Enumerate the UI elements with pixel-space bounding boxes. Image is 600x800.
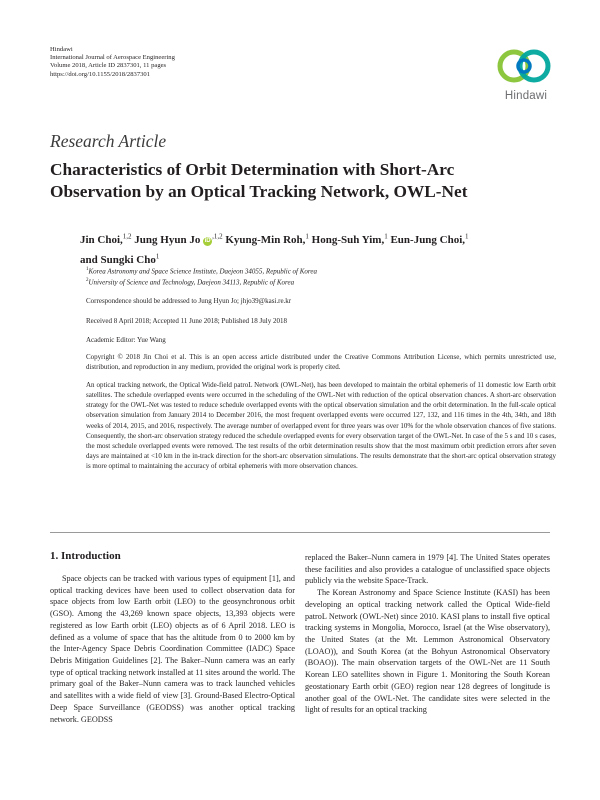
paragraph: replaced the Baker–Nunn camera in 1979 [4]. The United States operates these facilities and also provides a catalogue of unclassified space objects publicly via the website Space-Track.: [305, 553, 550, 586]
author[interactable]: Jin Choi,$^{1,2}$: [80, 232, 132, 246]
hindawi-logo-text: Hindawi: [504, 90, 548, 102]
title-line: Characteristics of Orbit Determination with Short-Arc: [50, 160, 455, 179]
author-list: [80, 228, 550, 269]
article-title: [50, 159, 560, 203]
publication-dates: Received 8 April 2018; Accepted 11 June 2018; Published 18 July 2018: [86, 317, 287, 325]
author[interactable]: Hong-Suh Yim,$^1$: [311, 232, 388, 246]
academic-editor: Academic Editor: Yue Wang: [86, 336, 166, 344]
section-heading: 1. Introduction: [50, 550, 121, 562]
correspondence: Correspondence should be addressed to Jung Hyun Jo; jhjo39@kasi.re.kr: [86, 297, 292, 305]
paragraph: Space objects can be tracked with various types of equipment [1], and optical tracking devices have been used to collect observation data for space objects from low Earth orbit (LEO) to the geosynchronous orbit (GSO). Among the 43,269 known space objects, 13,393 objects were registered as low Earth orbit (LEO) objects as of 6 April 2018. LEO is defined as a volume of space that has the altitude from 0 to 2000 km by the Inter-Agency Space Debris Coordination Committee (IADC) Space Debris Mitigation Guidelines [2]. The Baker–Nunn camera was an early type of optical tracking network installed at 11 sites around the world. The primary goal of the Baker–Nunn camera was to track launched vehicles and satellites with a wide field of view [3]. Ground-Based Electro-Optical Deep Space Surveillance (GEODSS) was another optical tracking network. GEODSS: [50, 574, 295, 724]
journal-doi[interactable]: https://doi.org/10.1155/2018/2837301: [50, 70, 151, 78]
journal-name: International Journal of Aerospace Engineering: [50, 54, 175, 62]
hindawi-logo-icon: [494, 42, 554, 90]
author[interactable]: Eun-Jung Choi,$^1$: [390, 232, 469, 246]
body-column-right: [305, 552, 550, 716]
affiliation: $^2$University of Science and Technology, Daejeon 34113, Republic of Korea: [86, 278, 295, 287]
affiliation: $^1$Korea Astronomy and Space Science Institute, Daejeon 34055, Republic of Korea: [86, 267, 317, 276]
author[interactable]: and Sungki Cho$^1$: [80, 252, 160, 267]
paragraph: The Korean Astronomy and Space Science Institute (KASI) has been developing an optical tracking network called the Optical Wide-field patroL Network (OWL-Net) since 2010. KASI plans to install five optical tracking systems in Mongolia, Morocco, Israel (at the Wise observatory), the United States (at the Mt. Lemmon Astronomical Observatory (LOAO)), and South Korea (at the Bohyun Astronomical Observatory (BOAO)). The main observation targets of the OWL-Net are 11 South Korean LEO satellites shown in Figure 1. Monitoring the South Korean geostationary Earth orbit (GEO) region near 128 degrees of longitude is another goal of the OWL-Net. The candidate sites were selected in the light of results for an optical tracking: [305, 588, 550, 715]
section-divider: [50, 532, 550, 533]
hindawi-logo: [494, 42, 554, 106]
copyright-notice: Copyright © 2018 Jin Choi et al. This is an open access article distributed under the Creative Commons Attribution License, which permits unrestricted use, distribution, and reproduction in any medium, provided the original work is properly cited.: [86, 353, 556, 371]
article-type: Research Article: [50, 131, 167, 151]
author[interactable]: Kyung-Min Roh,$^1$: [225, 232, 309, 246]
author[interactable]: Jung Hyun Jo $iD^{,1,2}$: [134, 232, 223, 246]
publisher-name: Hindawi: [50, 46, 73, 53]
abstract: An optical tracking network, the Optical Wide-field patroL Network (OWL-Net), has been developed to maintain the orbital ephemeris of 11 domestic low Earth orbit satellites. The schedule overlapped events were occurred in the scheduling of the OWL-Net with reduction of the optical observation chances. A short-arc observation strategy for the OWL-Net was tested to reduce schedule overlapped events with the optical observation simulation and the orbit determination. In the full-scale optical observation simulation from January 2014 to December 2016, the most frequent overlapped events were occurred 127, 132, and 116 times in the 4th, 34th, and 18th weeks of 2014, 2015, and 2016, respectively. The average number of overlapped event for three years was over 10% for the whole observation chances of five stations. Consequently, the short-arc observation strategy reduced the schedule overlapped events for every observation target of the OWL-Net. In case of the 5 s and 10 s cases, the most schedule overlapped events were removed. The test results of the orbit determination results show that the most maximum orbit prediction errors after seven days are maintained at <10 km in the in-track direction for the short-arc observation simulations. The results demonstrate that the short-arc optical observation strategy is more optimal to maintaining the accuracy of orbital ephemeris with more observation chances.: [86, 381, 556, 471]
journal-volume: Volume 2018, Article ID 2837301, 11 pages: [50, 62, 167, 70]
journal-info: [50, 46, 310, 79]
title-line: Observation by an Optical Tracking Network, OWL-Net: [50, 182, 468, 201]
body-column-left: [50, 573, 295, 725]
orcid-icon[interactable]: iD: [204, 237, 211, 244]
